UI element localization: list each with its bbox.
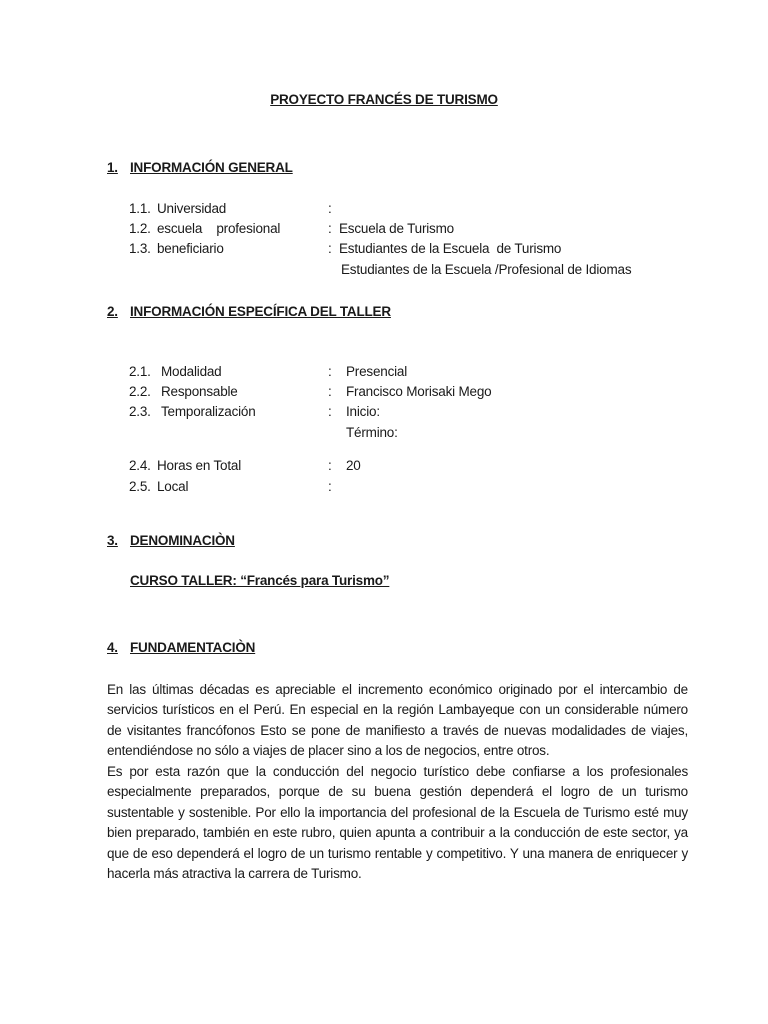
row-2-1-number: 2.1. xyxy=(129,364,151,379)
fundamentacion-paragraph-2: Es por esta razón que la conducción del negocio turístico debe confiarse a los profesionales especialmente preparados, porque de su buena gestión dependerá el logro de un turismo sustentable y sostenible. Por ello la importancia del profesional de la Escuela de Turismo esté muy bien preparado, también en este rubro, quien apunta a contribuir a la conducción de este sector, ya que de eso dependerá el logro de un turismo rentable y competitivo. Y una manera de enriquecer y hacerla más atractiva la carrera de Turismo. xyxy=(107,764,688,882)
row-2-4-colon: : xyxy=(328,458,332,473)
section-3-number: 3. xyxy=(107,533,118,548)
row-2-4-value: 20 xyxy=(346,458,361,473)
row-2-2-value: Francisco Morisaki Mego xyxy=(346,384,492,399)
row-2-1-value: Presencial xyxy=(346,364,408,379)
row-1-1-colon: : xyxy=(328,201,332,216)
row-1-3-number: 1.3. xyxy=(129,241,151,256)
section-4-heading: FUNDAMENTACIÒN xyxy=(130,640,256,655)
section-1-heading: INFORMACIÓN GENERAL xyxy=(130,160,293,175)
row-2-5-number: 2.5. xyxy=(129,479,151,494)
row-2-3-label: Temporalización xyxy=(161,404,256,419)
row-2-3-value: Inicio: xyxy=(346,404,380,419)
section-3-heading: DENOMINACIÒN xyxy=(130,533,235,548)
document-title: PROYECTO FRANCÉS DE TURISMO xyxy=(270,92,498,107)
fundamentacion-paragraph-1: En las últimas décadas es apreciable el incremento económico originado por el intercambio de servicios turísticos en el Perú. En especial en la región Lambayeque con un considerable número de visitantes francófonos Esto se pone de manifiesto a través de nuevas modalidades de viajes, entendiéndose no sólo a viajes de placer sino a los de negocios, entre otros. xyxy=(107,682,688,759)
row-1-3-value: Estudiantes de la Escuela de Turismo xyxy=(339,241,562,256)
row-2-3-number: 2.3. xyxy=(129,404,151,419)
course-title: CURSO TALLER: “Francés para Turismo” xyxy=(130,573,390,588)
row-1-1-label: Universidad xyxy=(157,201,227,216)
section-2-heading: INFORMACIÓN ESPECÍFICA DEL TALLER xyxy=(130,304,391,319)
row-2-2-label: Responsable xyxy=(161,384,238,399)
row-1-2-label: escuela profesional xyxy=(157,221,281,236)
row-2-5-label: Local xyxy=(157,479,189,494)
row-2-1-label: Modalidad xyxy=(161,364,222,379)
row-1-2-colon: : xyxy=(328,221,332,236)
section-4-number: 4. xyxy=(107,640,118,655)
row-2-4-number: 2.4. xyxy=(129,458,151,473)
row-2-2-number: 2.2. xyxy=(129,384,151,399)
row-2-1-colon: : xyxy=(328,364,332,379)
row-2-3-termino: Término: xyxy=(346,425,398,440)
section-1-number: 1. xyxy=(107,160,118,175)
row-2-5-colon: : xyxy=(328,479,332,494)
row-1-2-number: 1.2. xyxy=(129,221,151,236)
row-1-3-colon: : xyxy=(328,241,332,256)
row-1-3-value-extra: Estudiantes de la Escuela /Profesional de Idiomas xyxy=(341,262,632,277)
row-2-2-colon: : xyxy=(328,384,332,399)
row-1-1-number: 1.1. xyxy=(129,201,151,216)
row-1-2-value: Escuela de Turismo xyxy=(339,221,454,236)
row-2-4-label: Horas en Total xyxy=(157,458,242,473)
row-2-3-colon: : xyxy=(328,404,332,419)
section-2-number: 2. xyxy=(107,304,118,319)
row-1-3-label: beneficiario xyxy=(157,241,224,256)
